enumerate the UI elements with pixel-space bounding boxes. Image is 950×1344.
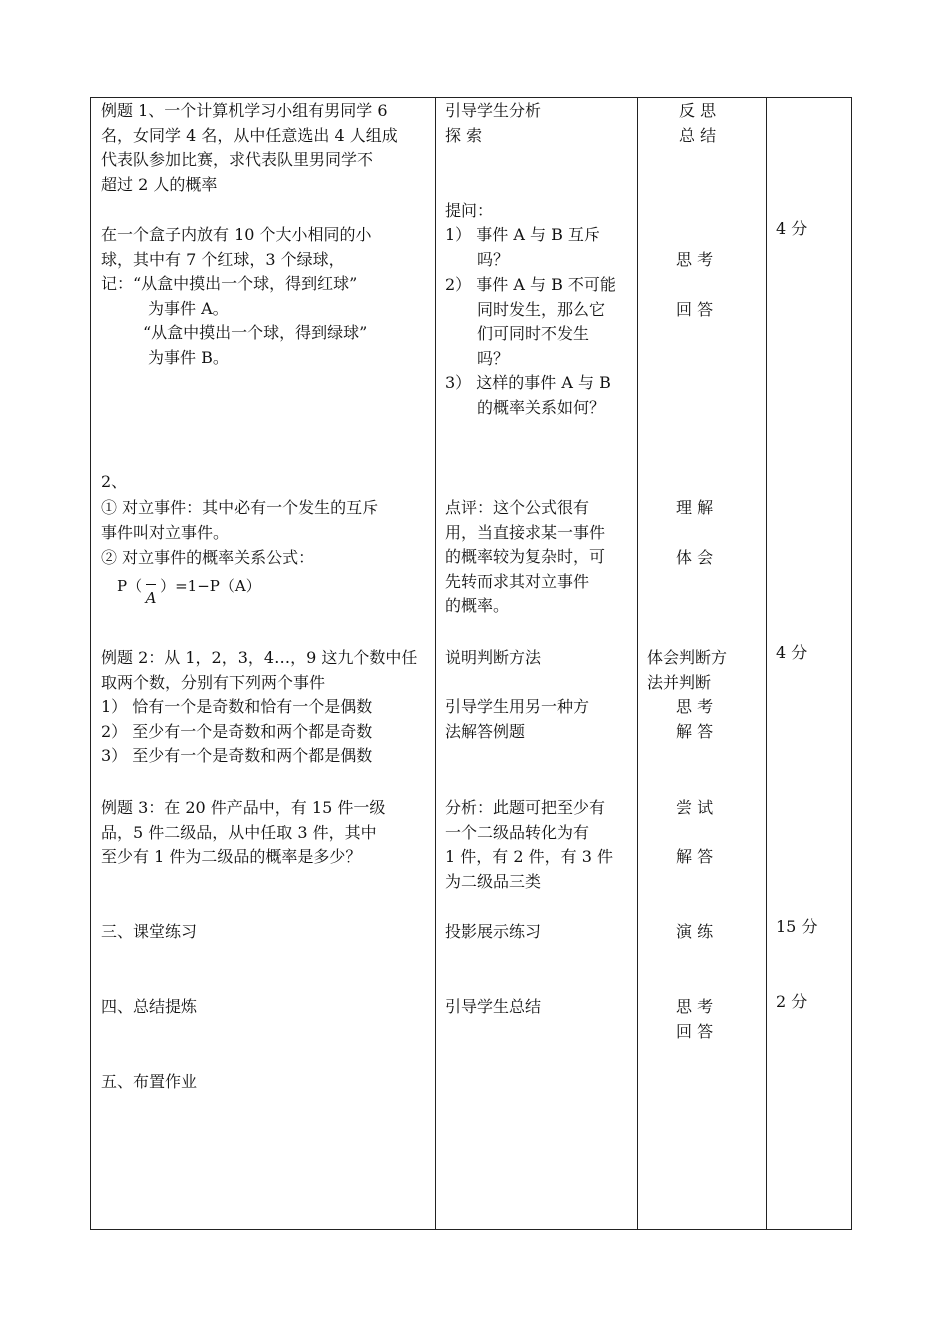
column-divider (435, 98, 436, 1229)
question-heading: 提问： (445, 201, 494, 220)
column-divider (637, 98, 638, 1229)
text-line: 超过 2 人的概率 (101, 174, 218, 194)
text-line: 球，其中有 7 个红球，3 个绿球， (101, 249, 345, 269)
time-4: 2 分 (776, 992, 808, 1011)
text-line: 为二级品三类 (445, 871, 542, 891)
text-line: 取两个数，分别有下列两个事件 (101, 672, 326, 692)
formula-part: P（ (117, 577, 143, 595)
text-line: 的概率较为复杂时，可 (445, 547, 606, 566)
text-line: 法并判断 (647, 672, 712, 692)
example-2 (101, 646, 417, 769)
text-line: 2） 事件 A 与 B 不可能 (445, 275, 616, 294)
text-line: 总 结 (679, 125, 717, 145)
text-line: 事件叫对立事件。 (101, 522, 230, 542)
text-line: 吗？ (477, 249, 510, 269)
solve-1: 解 答 (676, 722, 714, 741)
text-line: 的概率关系如何？ (477, 397, 606, 417)
guide-analysis (445, 99, 541, 148)
text-line: 记：“从盒中摸出一个球，得到红球” (101, 274, 358, 293)
text-line: 至少有 1 件为二级品的概率是多少？ (101, 847, 362, 866)
answer-1: 回 答 (676, 300, 714, 319)
text-line: 1 件，有 2 件，有 3 件 (445, 847, 613, 866)
text-line: 为事件 B。 (148, 347, 229, 367)
box-example (101, 223, 372, 370)
think-1: 思 考 (676, 250, 714, 269)
teacher-comment (445, 496, 605, 619)
text-line: 代表队参加比赛，求代表队里男同学不 (101, 150, 374, 169)
judge-method (647, 646, 727, 695)
reflect-summarize (679, 99, 716, 148)
text-line: 3） 这样的事件 A 与 B (445, 373, 611, 392)
solve-2: 解 答 (676, 847, 714, 866)
text-line: ① 对立事件：其中必有一个发生的互斥 (101, 498, 379, 517)
complement-a (142, 586, 160, 611)
understand: 理 解 (676, 498, 714, 517)
column-divider (766, 98, 767, 1229)
text-line: 例题 2：从 1，2，3，4…，9 这九个数中任 (101, 648, 418, 667)
text-line: 名，女同学 4 名，从中任意选出 4 人组成 (101, 125, 398, 145)
time-1: 4 分 (776, 219, 808, 238)
text-line: 反 思 (679, 101, 717, 120)
text-line: “从盒中摸出一个球，得到绿球” (143, 323, 368, 342)
analysis (445, 796, 613, 894)
answer-3: 回 答 (676, 1022, 714, 1041)
text-line: 分析：此题可把至少有 (445, 798, 606, 817)
text-line: 点评：这个公式很有 (445, 498, 590, 517)
text-line: 例题 3：在 20 件产品中，有 15 件一级 (101, 798, 386, 817)
think-3: 思 考 (676, 997, 714, 1016)
question-1 (445, 223, 600, 272)
example-1 (101, 99, 398, 197)
text-line: 吗？ (477, 348, 510, 368)
text-line: 先转而求其对立事件 (445, 571, 590, 591)
text-line: 3） 至少有一个是奇数和两个都是偶数 (101, 746, 373, 765)
text-line: 在一个盒子内放有 10 个大小相同的小 (101, 225, 372, 244)
definition-1 (101, 496, 378, 545)
text-line: 1） 恰有一个是奇数和恰有一个是偶数 (101, 697, 373, 716)
guide-summary: 引导学生总结 (445, 997, 542, 1016)
think-2: 思 考 (676, 697, 714, 716)
text-line: 一个二级品转化为有 (445, 822, 590, 842)
practice: 演 练 (676, 922, 714, 941)
text-line: 法解答例题 (445, 721, 526, 741)
explain-method: 说明判断方法 (445, 648, 542, 667)
text-line: 用，当直接求某一事件 (445, 522, 606, 542)
text-line: 引导学生用另一种方 (445, 697, 590, 716)
text-line: 们可同时不发生 (477, 324, 590, 343)
question-3 (445, 371, 611, 420)
section-2: 2、 (101, 472, 128, 491)
probability-formula (117, 574, 261, 607)
text-line: 品，5 件二级品，从中任取 3 件，其中 (101, 822, 377, 842)
formula-part: ）=1−P（A） (160, 577, 261, 595)
example-3 (101, 796, 385, 870)
time-2: 4 分 (776, 643, 808, 662)
text-line: 1） 事件 A 与 B 互斥 (445, 225, 600, 244)
text-line: 探 索 (445, 125, 483, 145)
guide-alternative (445, 695, 589, 744)
formula-symbol: A (145, 589, 157, 607)
projection-practice: 投影展示练习 (445, 922, 542, 941)
text-line: 引导学生分析 (445, 101, 542, 120)
time-3: 15 分 (776, 917, 818, 936)
text-line: 同时发生，那么它 (477, 299, 606, 319)
question-2 (445, 273, 616, 371)
text-line: 2） 至少有一个是奇数和两个都是奇数 (101, 721, 373, 741)
text-line: 的概率。 (445, 596, 510, 615)
definition-2: ② 对立事件的概率关系公式： (101, 548, 315, 567)
experience: 体 会 (676, 548, 714, 567)
text-line: 例题 1、一个计算机学习小组有男同学 6 (101, 101, 388, 120)
try: 尝 试 (676, 798, 714, 817)
overline (146, 584, 156, 585)
section-3-heading: 三、课堂练习 (101, 922, 198, 941)
section-5-heading: 五、布置作业 (101, 1072, 198, 1091)
section-4-heading: 四、总结提炼 (101, 997, 198, 1016)
text-line: 体会判断方 (647, 648, 728, 667)
text-line: 为事件 A。 (148, 298, 229, 318)
